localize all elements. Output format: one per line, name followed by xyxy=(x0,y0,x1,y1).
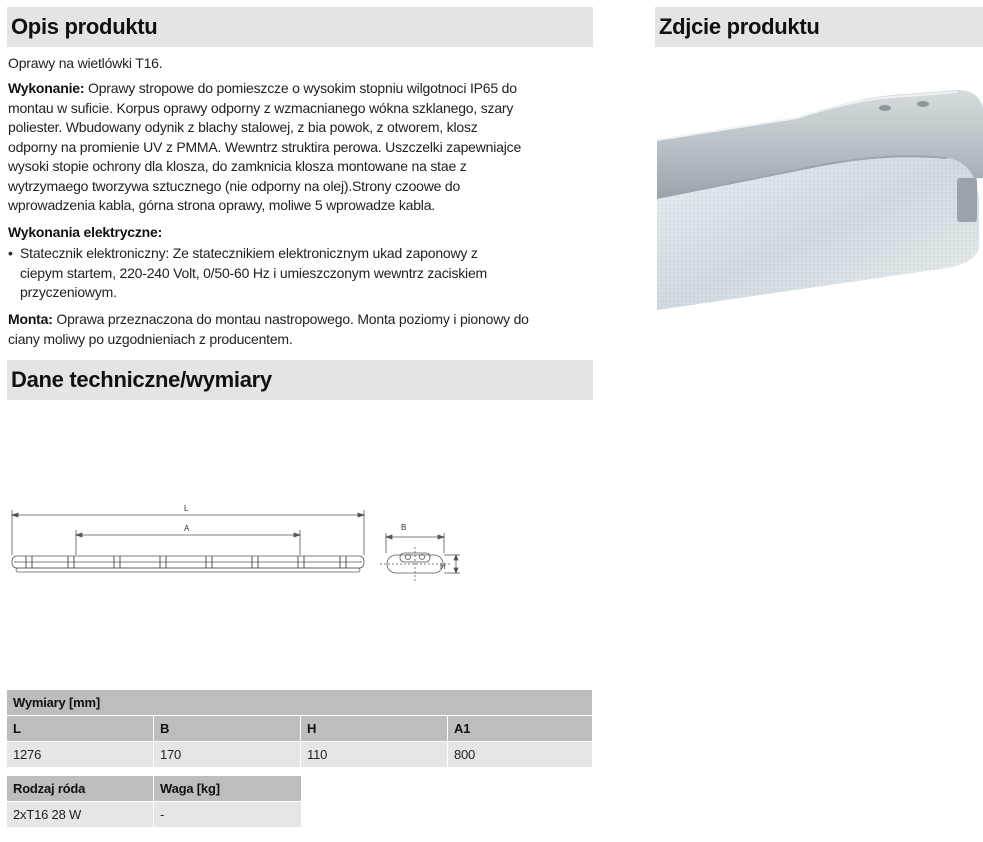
weight-header: Waga [kg] xyxy=(154,776,302,802)
montaz-line: ciany moliwy po uzgodnieniach z producentem. xyxy=(8,330,293,347)
dimension-value-B: 170 xyxy=(154,742,301,768)
dimension-value-A1: 800 xyxy=(448,742,593,768)
dimension-header-A1: A1 xyxy=(448,716,593,742)
dimensions-header-row xyxy=(7,716,592,742)
montaz-label: Monta: xyxy=(8,311,53,327)
light-source-value-row xyxy=(7,802,301,828)
dimensions-table xyxy=(7,690,592,767)
elektryczne-bullet xyxy=(6,244,605,303)
light-source-header-row xyxy=(7,776,301,802)
wykonanie-line: wytrzymaego tworzywa sztucznego (nie odporny na olej).Strony czoowe do xyxy=(8,177,461,194)
dimension-label-A: A xyxy=(184,524,190,533)
dimension-label-B: B xyxy=(401,523,407,532)
montaz-paragraph xyxy=(8,310,593,349)
light-source-table xyxy=(7,776,301,827)
dimension-header-B: B xyxy=(154,716,301,742)
wykonanie-label: Wykonanie: xyxy=(8,80,85,96)
dimension-value-L: 1276 xyxy=(7,742,154,768)
product-description-header: Opis produktu xyxy=(7,7,593,47)
montaz-line: Oprawa przeznaczona do montau nastropowego. Monta poziomy i pionowy do xyxy=(52,311,529,327)
elektryczne-label: Wykonania elektryczne: xyxy=(8,224,163,240)
dimension-value-H: 110 xyxy=(301,742,448,768)
wykonanie-line: wprowadzenia kabla, górna strona oprawy, moliwe 5 wprowadze kabla. xyxy=(8,197,435,213)
wykonanie-line: wysoki stopie ochrony dla klosza, do zamknicia klosza montowane na stae z xyxy=(8,158,467,174)
dimensions-title: Wymiary [mm] xyxy=(7,690,592,716)
dimensions-title-row xyxy=(7,690,592,716)
product-photo xyxy=(657,48,983,310)
elektryczne-line: przyczeniowym. xyxy=(20,284,117,300)
dimensions-value-row xyxy=(7,742,592,768)
tech-data-header: Dane techniczne/wymiary xyxy=(7,360,593,400)
wykonanie-line: montau w suficie. Korpus oprawy odporny z wzmacnianego wókna szklanego, szary xyxy=(8,99,514,116)
wykonanie-line: odporny na promienie UV z PMMA. Wewntrz struktira perowa. Uszczelki zapewniajce xyxy=(8,138,522,155)
weight-value: - xyxy=(154,802,302,828)
dimension-header-H: H xyxy=(301,716,448,742)
product-photo-header: Zdjcie produktu xyxy=(655,7,983,47)
wykonanie-line: Oprawy stropowe do pomieszcze o wysokim stopniu wilgotnoci IP65 do xyxy=(84,80,517,96)
elektryczne-line: ciepym startem, 220-240 Volt, 0/50-60 Hz i umieszczonym wewntrz zaciskiem xyxy=(20,264,488,281)
wykonanie-line: poliester. Wbudowany odynik z blachy stalowej, z bia powok, z otworem, klosz xyxy=(8,119,478,135)
elektryczne-line: • Statecznik elektroniczny: Ze statecznikiem elektronicznym ukad zaponowy z xyxy=(20,245,478,261)
dimension-label-L: L xyxy=(184,504,189,513)
dimension-header-L: L xyxy=(7,716,154,742)
light-source-header: Rodzaj róda xyxy=(7,776,154,802)
dimension-drawing xyxy=(8,495,468,610)
light-source-value: 2xT16 28 W xyxy=(7,802,154,828)
wykonanie-paragraph xyxy=(8,79,593,216)
intro-text: Oprawy na wietlówki T16. xyxy=(8,55,163,71)
dimension-label-H: H xyxy=(440,562,446,571)
